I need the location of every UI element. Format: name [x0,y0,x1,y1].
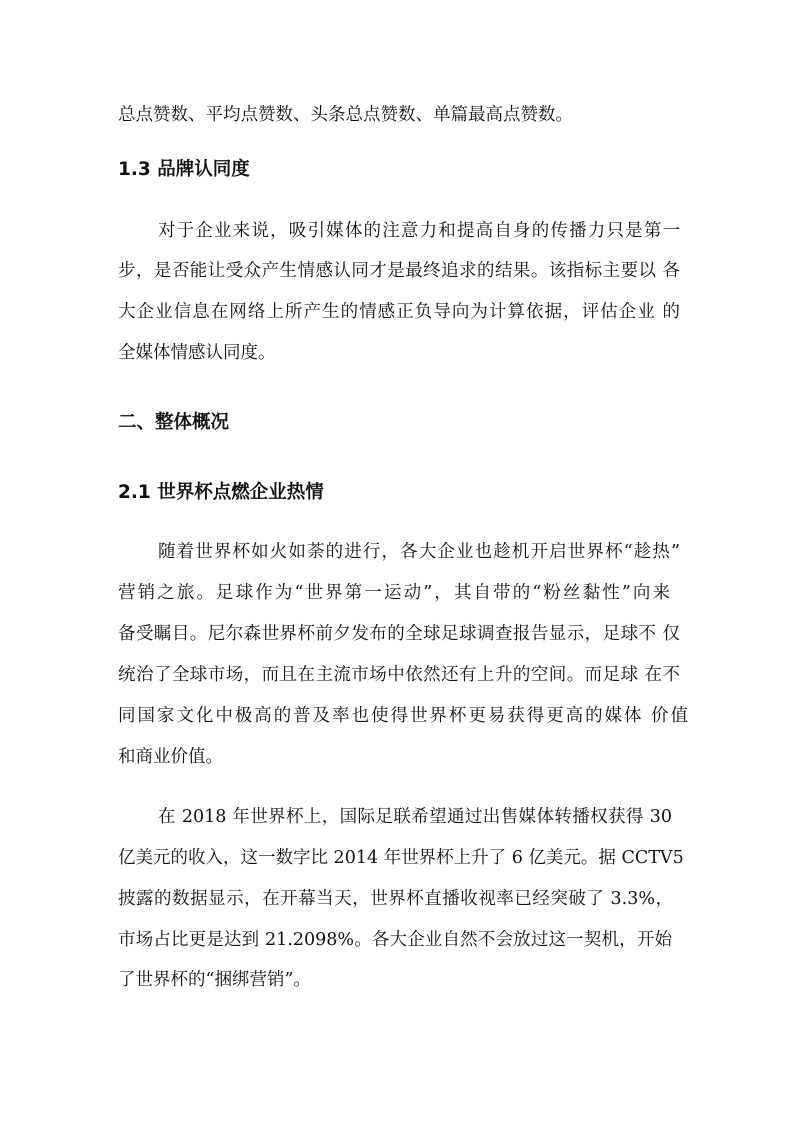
paragraph-line: 和商业价值。 [118,747,223,767]
paragraph-line: 大企业信息在网络上所产生的情感正负导向为计算依据，评估企业 的 [118,302,680,322]
intro-line: 总点赞数、平均点赞数、头条总点赞数、单篇最高点赞数。 [118,105,573,125]
section-1-3-heading: 1.3 品牌认同度 [118,159,250,180]
section-2-1-heading: 2.1 世界杯点燃企业热情 [118,482,324,503]
paragraph-line: 披露的数据显示，在开幕当天，世界杯直播收视率已经突破了 3.3%， [118,889,673,909]
paragraph-line: 随着世界杯如火如荼的进行，各大企业也趁机开启世界杯“趁热” [158,542,680,562]
paragraph-line: 对于企业来说，吸引媒体的注意力和提高自身的传播力只是第一 [158,221,680,241]
paragraph-line: 统治了全球市场，而且在主流市场中依然还有上升的空间。而足球 在不 [118,665,680,685]
paragraph-line: 在 2018 年世界杯上，国际足联希望通过出售媒体转播权获得 30 [158,807,672,827]
paragraph-line: 步，是否能让受众产生情感认同才是最终追求的结果。该指标主要以 各 [118,261,680,281]
paragraph-line: 备受瞩目。尼尔森世界杯前夕发布的全球足球调查报告显示，足球不 仅 [118,624,680,644]
paragraph-line: 营销之旅。足球作为“世界第一运动”，其自带的“粉丝黏性”向来 [118,583,670,603]
paragraph-line: 同国家文化中极高的普及率也使得世界杯更易获得更高的媒体 价值 [118,706,688,726]
paragraph-line: 了世界杯的“捆绑营销”。 [118,970,311,990]
paragraph-line: 亿美元的收入，这一数字比 2014 年世界杯上升了 6 亿美元。据 CCTV5 [118,848,684,868]
paragraph-line: 市场占比更是达到 21.2098%。各大企业自然不会放过这一契机，开始 [118,930,672,950]
paragraph-line: 全媒体情感认同度。 [118,343,276,363]
chapter-2-heading: 二、整体概况 [118,412,230,433]
